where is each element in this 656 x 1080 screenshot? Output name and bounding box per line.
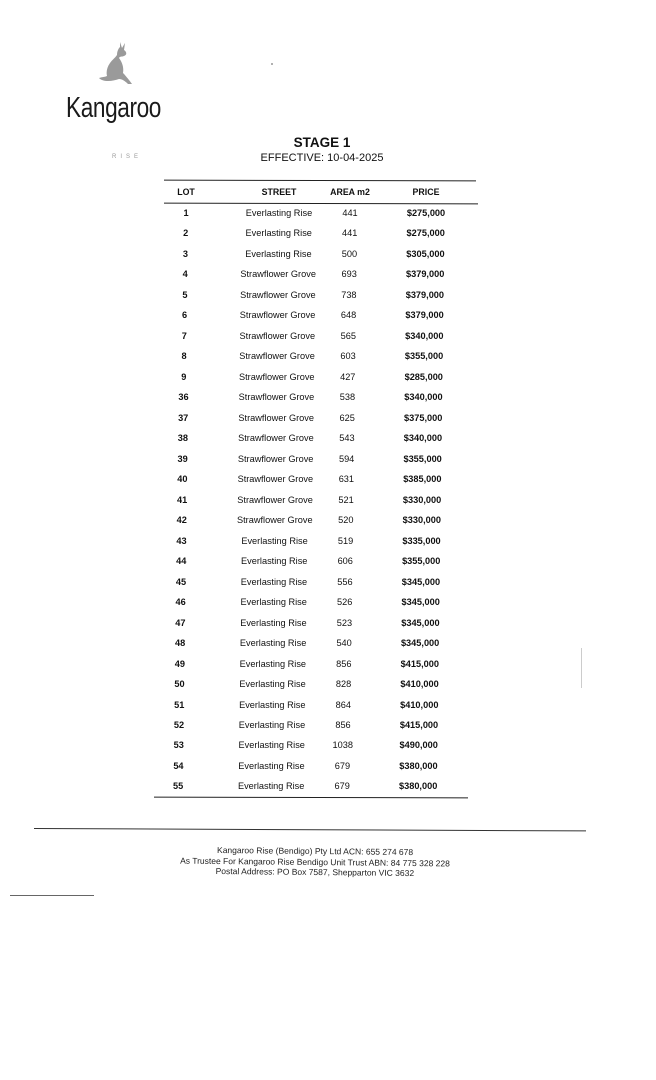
area-cell: 864 xyxy=(335,699,351,710)
street-cell: Strawflower Grove xyxy=(238,433,314,444)
price-cell: $380,000 xyxy=(399,760,438,771)
street-cell: Everlasting Rise xyxy=(238,720,306,730)
street-cell: Everlasting Rise xyxy=(238,740,305,751)
footer-postal: Postal Address: PO Box 7587, Shepparton VIC 3632 xyxy=(215,865,415,879)
table-row xyxy=(152,469,472,489)
price-cell: $330,000 xyxy=(402,494,442,505)
price-cell: $379,000 xyxy=(405,310,444,321)
street-cell: Everlasting Rise xyxy=(245,228,312,239)
table-row xyxy=(150,674,470,694)
area-cell: 520 xyxy=(338,515,354,526)
area-cell: 606 xyxy=(337,556,353,567)
price-cell: $345,000 xyxy=(400,638,440,649)
price-cell: $345,000 xyxy=(401,617,440,628)
table-row xyxy=(149,695,469,715)
scan-stray-line xyxy=(10,895,94,896)
area-cell: 625 xyxy=(339,412,355,423)
area-cell: 543 xyxy=(339,433,355,444)
area-cell: 521 xyxy=(338,494,354,505)
header-area: AREA m2 xyxy=(330,187,370,197)
street-cell: Strawflower Grove xyxy=(239,310,316,321)
area-cell: 738 xyxy=(341,289,357,300)
street-cell: Strawflower Grove xyxy=(240,289,316,300)
lot-cell: 3 xyxy=(182,248,189,259)
header-street: STREET xyxy=(261,187,297,197)
price-cell: $385,000 xyxy=(403,474,442,485)
area-cell: 519 xyxy=(337,535,354,546)
scan-edge-mark xyxy=(581,648,582,688)
area-cell: 603 xyxy=(340,351,356,362)
price-cell: $355,000 xyxy=(403,453,442,464)
effective-date: EFFECTIVE: 10-04-2025 xyxy=(260,152,384,164)
price-cell: $340,000 xyxy=(404,392,443,403)
price-cell: $379,000 xyxy=(405,289,445,300)
lot-cell: 53 xyxy=(173,740,184,751)
street-cell: Everlasting Rise xyxy=(237,781,305,792)
table-row xyxy=(153,408,473,428)
lot-cell: 40 xyxy=(177,474,188,485)
street-cell: Everlasting Rise xyxy=(239,658,307,669)
table-row xyxy=(154,346,474,366)
street-cell: Everlasting Rise xyxy=(239,638,307,649)
table-row xyxy=(154,326,474,346)
area-cell: 828 xyxy=(335,679,352,690)
street-cell: Strawflower Grove xyxy=(237,453,314,464)
table-row xyxy=(156,203,476,223)
area-cell: 441 xyxy=(342,228,358,239)
street-cell: Everlasting Rise xyxy=(241,535,308,546)
price-cell: $275,000 xyxy=(406,208,446,218)
street-cell: Everlasting Rise xyxy=(239,679,306,690)
street-cell: Strawflower Grove xyxy=(238,371,315,382)
table-row xyxy=(151,572,471,592)
price-cell: $410,000 xyxy=(400,679,439,690)
price-cell: $380,000 xyxy=(398,781,438,792)
lot-cell: 48 xyxy=(174,638,186,649)
table-row xyxy=(148,776,468,796)
table-row xyxy=(152,490,472,510)
lot-cell: 43 xyxy=(176,535,187,546)
area-cell: 523 xyxy=(336,617,353,628)
price-cell: $340,000 xyxy=(405,330,444,341)
price-cell: $330,000 xyxy=(402,515,441,526)
lot-cell: 8 xyxy=(181,351,187,362)
price-cell: $379,000 xyxy=(405,269,445,280)
area-cell: 565 xyxy=(340,330,356,341)
price-cell: $345,000 xyxy=(401,576,441,587)
lot-cell: 49 xyxy=(174,658,185,669)
street-cell: Strawflower Grove xyxy=(239,351,315,362)
footer-trustee: As Trustee For Kangaroo Rise Bendigo Unit Trust ABN: 84 775 328 228 xyxy=(180,855,450,868)
scan-speck xyxy=(271,63,273,65)
street-cell: Strawflower Grove xyxy=(239,330,316,341)
table-row xyxy=(150,613,470,633)
street-cell: Strawflower Grove xyxy=(237,515,313,526)
area-cell: 693 xyxy=(341,269,357,280)
price-cell: $305,000 xyxy=(406,248,445,259)
footer xyxy=(150,844,480,879)
table-row xyxy=(151,592,471,612)
lot-cell: 47 xyxy=(175,617,186,628)
street-cell: Everlasting Rise xyxy=(245,248,312,259)
lot-cell: 36 xyxy=(178,392,189,403)
lot-cell: 1 xyxy=(183,208,189,218)
area-cell: 538 xyxy=(339,392,356,403)
street-cell: Everlasting Rise xyxy=(241,556,308,567)
street-cell: Everlasting Rise xyxy=(240,617,307,628)
table-row xyxy=(151,551,471,571)
lot-cell: 39 xyxy=(177,453,188,464)
table-bottom-rule xyxy=(154,797,468,799)
street-cell: Everlasting Rise xyxy=(245,208,313,218)
lot-cell: 4 xyxy=(182,269,188,280)
brand-logo xyxy=(66,40,176,160)
area-cell: 856 xyxy=(336,658,352,669)
table-row xyxy=(155,264,475,284)
street-cell: Everlasting Rise xyxy=(240,576,308,587)
table-row xyxy=(150,654,470,674)
lot-cell: 54 xyxy=(173,760,184,771)
area-cell: 631 xyxy=(338,474,355,485)
area-cell: 594 xyxy=(338,453,355,464)
price-cell: $490,000 xyxy=(399,740,438,751)
street-cell: Strawflower Grove xyxy=(238,392,315,403)
logo-subtitle: RISE xyxy=(112,154,143,160)
area-cell: 648 xyxy=(340,310,357,321)
price-cell: $355,000 xyxy=(404,351,444,362)
area-cell: 679 xyxy=(334,781,350,792)
table-header xyxy=(156,182,476,202)
table-row xyxy=(153,428,473,448)
lot-cell: 2 xyxy=(183,228,189,239)
lot-cell: 51 xyxy=(174,699,185,710)
area-cell: 540 xyxy=(336,638,352,649)
price-cell: $345,000 xyxy=(401,597,440,608)
price-cell: $410,000 xyxy=(400,699,439,710)
price-cell: $355,000 xyxy=(402,556,441,567)
price-cell: $335,000 xyxy=(402,535,441,546)
street-cell: Strawflower Grove xyxy=(238,412,314,423)
table-row xyxy=(148,756,468,776)
table-row xyxy=(156,223,476,243)
table-row xyxy=(150,633,470,653)
lot-cell: 44 xyxy=(176,556,187,567)
lot-cell: 5 xyxy=(182,289,188,300)
table-row xyxy=(153,449,473,469)
area-cell: 679 xyxy=(334,760,351,771)
area-cell: 1038 xyxy=(332,740,353,751)
header-price: PRICE xyxy=(412,187,440,197)
lot-cell: 6 xyxy=(182,310,188,321)
area-cell: 441 xyxy=(342,208,358,218)
table-row xyxy=(149,715,469,735)
lot-cell: 55 xyxy=(173,781,184,792)
page-title: STAGE 1 xyxy=(293,135,351,150)
price-cell: $275,000 xyxy=(406,228,445,239)
table-row xyxy=(155,244,475,264)
header-lot: LOT xyxy=(177,187,195,197)
lot-cell: 42 xyxy=(176,515,187,526)
lot-cell: 37 xyxy=(178,412,189,423)
table-row xyxy=(153,387,473,407)
table-row xyxy=(152,531,472,551)
logo-wordmark: Kangaroo xyxy=(66,92,161,124)
street-cell: Everlasting Rise xyxy=(239,699,306,710)
lot-cell: 45 xyxy=(175,576,187,587)
street-cell: Everlasting Rise xyxy=(240,597,307,608)
price-cell: $415,000 xyxy=(400,658,439,669)
table-row xyxy=(154,367,474,387)
lot-cell: 41 xyxy=(176,494,188,505)
price-cell: $375,000 xyxy=(404,412,443,423)
lot-cell: 9 xyxy=(181,371,187,382)
price-cell: $285,000 xyxy=(404,371,443,382)
table-row xyxy=(152,510,472,530)
area-cell: 856 xyxy=(335,720,351,730)
lot-cell: 52 xyxy=(173,720,185,730)
street-cell: Strawflower Grove xyxy=(237,494,313,505)
area-cell: 427 xyxy=(340,371,356,382)
area-cell: 556 xyxy=(337,576,353,587)
street-cell: Everlasting Rise xyxy=(238,760,305,771)
table-row xyxy=(155,285,475,305)
street-cell: Strawflower Grove xyxy=(237,474,314,485)
footer-company: Kangaroo Rise (Bendigo) Pty Ltd ACN: 655 274 678 xyxy=(217,844,414,858)
lot-cell: 7 xyxy=(181,330,187,341)
price-cell: $415,000 xyxy=(399,720,439,730)
area-cell: 500 xyxy=(341,248,358,259)
table-row xyxy=(149,735,469,755)
lot-cell: 46 xyxy=(175,597,186,608)
table-row xyxy=(155,305,475,325)
kangaroo-icon xyxy=(98,40,138,90)
footer-rule xyxy=(34,828,586,831)
price-cell: $340,000 xyxy=(403,433,443,444)
area-cell: 526 xyxy=(337,597,353,608)
lot-cell: 50 xyxy=(174,679,185,690)
street-cell: Strawflower Grove xyxy=(240,269,316,280)
lot-cell: 38 xyxy=(177,433,189,444)
